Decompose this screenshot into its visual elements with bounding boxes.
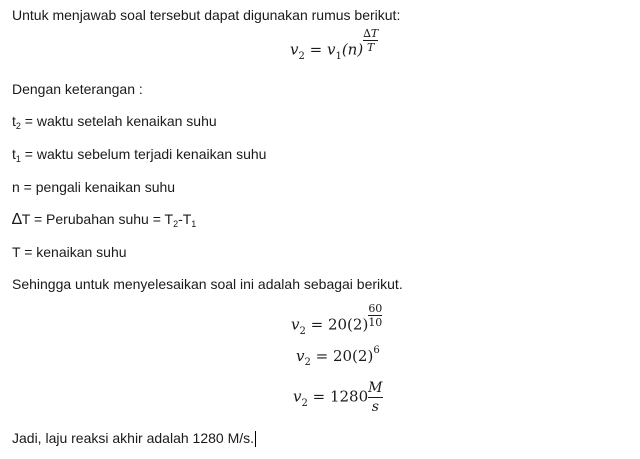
step2-sub: 2 xyxy=(304,357,311,368)
step3-var: v xyxy=(293,387,302,406)
t2-subscript: 2 xyxy=(15,121,21,131)
step3-unit-fraction xyxy=(368,380,382,415)
solution-step-1 xyxy=(291,302,383,338)
step1-eq: = xyxy=(305,315,328,334)
formula-eq: = xyxy=(304,40,327,59)
formula-rhs-var: v xyxy=(326,40,336,59)
definition-T: T = kenaikan suhu xyxy=(12,244,127,260)
formula-lhs-sub: 2 xyxy=(298,50,305,62)
text-cursor xyxy=(255,431,256,447)
step2-var: v xyxy=(296,347,305,365)
conclusion-sentence: Jadi, laju reaksi akhir adalah 1280 M/s. xyxy=(12,430,255,446)
formula-lhs-var: v xyxy=(290,40,299,59)
delta-t-mid: -T xyxy=(178,211,192,227)
step2-value: 20(2) xyxy=(332,347,374,365)
delta-t-sub2: 2 xyxy=(173,219,179,229)
formula-base: (n) xyxy=(341,40,364,59)
exponent-denominator: T xyxy=(367,41,375,54)
t1-subscript: 1 xyxy=(15,154,21,164)
fraction-bar xyxy=(368,397,382,398)
solution-step-2 xyxy=(296,345,380,368)
solution-intro: Sehingga untuk menyelesaikan soal ini adalah sebagai berikut. xyxy=(12,276,403,292)
step3-value: 1280 xyxy=(329,387,369,406)
step1-exp-numerator: 60 xyxy=(368,302,383,315)
step1-value: 20(2) xyxy=(327,315,369,334)
conclusion-text[interactable] xyxy=(12,429,256,447)
solution-step-3 xyxy=(293,380,383,415)
legend-title: Dengan keterangan : xyxy=(12,81,143,97)
intro-text: Untuk menjawab soal tersebut dapat digunakan rumus berikut: xyxy=(12,7,401,23)
formula-rhs-sub: 1 xyxy=(335,50,342,62)
delta-t-text: T = Perubahan suhu = T xyxy=(21,211,174,227)
step1-sub: 2 xyxy=(299,325,306,337)
step3-unit-numerator: M xyxy=(368,380,383,396)
step3-eq: = xyxy=(307,387,330,406)
definition-t1 xyxy=(12,145,266,165)
step3-unit-denominator: s xyxy=(371,399,379,415)
definition-n: n = pengali kenaikan suhu xyxy=(12,179,176,195)
definition-delta-t xyxy=(12,210,196,230)
t2-symbol: t xyxy=(12,113,16,129)
step3-sub: 2 xyxy=(301,397,308,409)
definition-t2 xyxy=(12,112,217,132)
step1-exp-denominator: 10 xyxy=(368,316,383,329)
t1-text: = waktu sebelum terjadi kenaikan suhu xyxy=(20,146,267,162)
formula-exponent xyxy=(363,28,378,53)
delta-t-sub1: 1 xyxy=(191,219,197,229)
step1-var: v xyxy=(291,315,300,334)
step2-eq: = xyxy=(310,347,333,365)
main-formula xyxy=(290,27,379,63)
step1-exponent xyxy=(368,303,382,328)
exponent-numerator: ∆T xyxy=(363,27,379,40)
delta-symbol: ∆ xyxy=(12,211,22,228)
t1-symbol: t xyxy=(12,146,16,162)
step2-exponent: 6 xyxy=(373,345,380,356)
t2-text: = waktu setelah kenaikan suhu xyxy=(20,113,217,129)
